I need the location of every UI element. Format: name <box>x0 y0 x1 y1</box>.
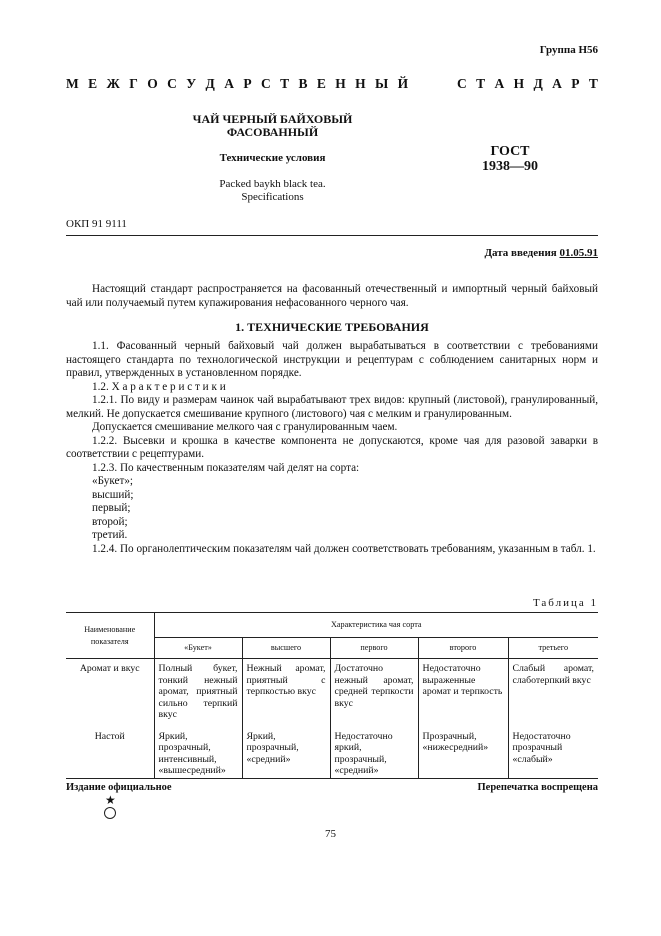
para-1-2-4: 1.2.4. По органолептическим показателям чай должен соответствовать требованиям, указанным в табл. 1. <box>92 542 596 555</box>
heading-letter: Р <box>243 76 252 91</box>
effective-date <box>0 247 598 259</box>
heading-letter: Е <box>316 76 326 91</box>
okp-code: ОКП 91 9111 <box>66 218 127 230</box>
date-value: 01.05.91 <box>559 247 598 259</box>
english-title-line-1: Packed baykh black tea. <box>219 178 326 190</box>
para-1-2-1: 1.2.1. По виду и размерам чаинок чай вырабатывают трех видов: крупный (листовой), гранулированный, мелкий. Не допускается смешивание крупного (листового) чая с мелким и гранулированным. <box>66 394 598 420</box>
title-line-1: ЧАЙ ЧЕРНЫЙ БАЙХОВЫЙ <box>192 112 353 126</box>
heading-letter: Е <box>88 76 98 91</box>
page-number: 75 <box>325 828 336 840</box>
table-cell: Яркий, прозрачный, «средний» <box>242 723 330 779</box>
heading-letter: Ж <box>106 76 120 91</box>
table-cell: Слабый аромат, слаботерпкий вкус <box>508 659 598 723</box>
sort-item: второй; <box>92 515 128 528</box>
section-body <box>66 340 598 556</box>
table-cell: Достаточно нежный аромат, средней терпкости вкус <box>330 659 418 723</box>
col-indicator-header: Наименование показателя <box>66 613 154 659</box>
standard-type-heading <box>66 76 598 92</box>
english-title-line-2: Specifications <box>241 191 304 203</box>
heading-letter: Т <box>476 76 486 91</box>
sort-item: третий. <box>92 529 128 541</box>
table-cell: Прозрачный, «нижесредний» <box>418 723 508 779</box>
row-name: Аромат и вкус <box>79 663 140 674</box>
heading-gap <box>418 76 448 92</box>
intro-paragraph <box>66 283 598 310</box>
heading-letter: Т <box>280 76 290 91</box>
heading-letter: Д <box>533 76 543 91</box>
document-title <box>150 113 395 139</box>
star-icon: ★ <box>105 793 116 807</box>
organoleptic-table <box>66 612 598 779</box>
gost-number <box>460 144 560 174</box>
col-header-first: первого <box>330 638 418 659</box>
heading-letter: С <box>260 76 271 91</box>
circle-icon <box>104 807 116 819</box>
heading-letter: А <box>494 76 505 91</box>
table-cell: Недостаточно прозрачный «слабый» <box>508 723 598 779</box>
heading-letter: М <box>66 76 79 91</box>
heading-letter: В <box>298 76 308 91</box>
para-1-1: 1.1. Фасованный черный байховый чай должен вырабатываться в соответствии с требованиями настоящего стандарта по технологической инструкции и рецептурам с соблюдением санитарных норм и правил, утвержденных в установленном порядке. <box>66 340 598 379</box>
table-label: Таблица 1 <box>532 597 598 609</box>
section-title: 1. ТЕХНИЧЕСКИЕ ТРЕБОВАНИЯ <box>235 320 429 334</box>
table-cell: Недостаточно выраженные аромат и терпкость <box>418 659 508 723</box>
heading-letter: Д <box>205 76 215 91</box>
heading-letter: С <box>167 76 177 91</box>
header-divider <box>66 235 598 236</box>
table-row <box>66 659 598 723</box>
heading-letter: Н <box>335 76 346 91</box>
heading-letter: Р <box>571 76 580 91</box>
table-row <box>66 723 598 779</box>
group-code: Группа Н56 <box>539 44 598 56</box>
table-cell: Недостаточно яркий, прозрачный, «средний» <box>330 723 418 779</box>
row-name: Настой <box>94 730 125 742</box>
heading-letter: У <box>186 76 197 91</box>
para-mix: Допускается смешивание мелкого чая с гранулированным чаем. <box>92 421 398 433</box>
heading-letter: С <box>456 76 467 91</box>
para-1-2-2: 1.2.2. Высевки и крошка в качестве компонента не допускаются, кроме чая для разовой заварки в соответствии с рецептурами. <box>66 434 598 460</box>
para-1-2: 1.2. Х а р а к т е р и с т и к и <box>92 380 226 393</box>
col-header-third: третьего <box>508 638 598 659</box>
official-edition: Издание официальное <box>66 782 172 793</box>
sort-item: «Букет»; <box>92 475 134 487</box>
document-subtitle: Технические условия <box>219 152 326 164</box>
heading-letter: Т <box>588 76 598 91</box>
heading-letter: Г <box>129 76 138 91</box>
col-header-highest: высшего <box>242 638 330 659</box>
heading-letter: Н <box>513 76 525 91</box>
sort-item: первый; <box>92 502 131 514</box>
table-cell: Яркий, прозрачный, интенсивный, «вышесредний» <box>154 723 242 779</box>
english-title <box>150 178 395 204</box>
heading-letter: О <box>147 76 158 91</box>
heading-letter: Ы <box>375 76 389 91</box>
sort-item: высший; <box>92 488 134 501</box>
para-1-2-3: 1.2.3. По качественным показателям чай делят на сорта: <box>92 461 360 474</box>
intro-text: Настоящий стандарт распространяется на фасованный отечественный и импортный черный байховый чай или получаемый путем купажирования нефасованного черного чая. <box>66 283 598 309</box>
heading-letter: А <box>552 76 562 91</box>
col-header-second: второго <box>418 638 508 659</box>
group-header: Характеристика чая сорта <box>154 613 598 638</box>
footer-divider <box>66 778 598 779</box>
table-cell: Полный букет, тонкий нежный аромат, приятный сильно терпкий вкус <box>154 659 242 723</box>
heading-letter: Й <box>397 76 409 91</box>
title-line-2: ФАСОВАННЫЙ <box>226 125 319 139</box>
heading-letter: Н <box>355 76 366 91</box>
table-header-row <box>66 613 598 638</box>
col-header-buket: «Букет» <box>154 638 242 659</box>
heading-letter: А <box>224 76 234 91</box>
gost-code: 1938—90 <box>482 159 538 174</box>
gost-label: ГОСТ <box>490 144 530 159</box>
date-label: Дата введения <box>484 247 560 259</box>
reprint-notice: Перепечатка воспрещена <box>477 782 598 793</box>
table-cell: Нежный аромат, приятный с терпкостью вкус <box>242 659 330 723</box>
